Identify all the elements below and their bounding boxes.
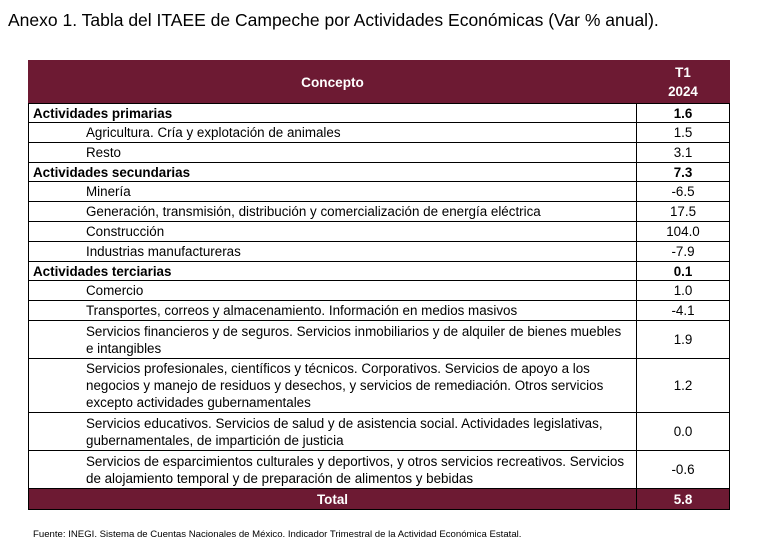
- table-row: [29, 262, 730, 281]
- table-header-row: [29, 61, 730, 104]
- row-label: Construcción: [29, 222, 637, 242]
- row-value: 3.1: [637, 143, 730, 163]
- table-row: [29, 104, 730, 123]
- table-row: [29, 182, 730, 202]
- page-title: Anexo 1. Tabla del ITAEE de Campeche por Actividades Económicas (Var % anual).: [8, 10, 659, 30]
- row-label: Servicios educativos. Servicios de salud y de asistencia social. Actividades legislativas, gubernamentales, de impartición de justicia: [29, 413, 637, 451]
- row-label: Servicios profesionales, científicos y técnicos. Corporativos. Servicios de apoyo a los negocios y manejo de residuos y desechos, y servicios de remediación. Otros servicios excepto actividades gubernamentales: [29, 359, 637, 413]
- header-concept: Concepto: [29, 61, 637, 104]
- row-value: -6.5: [637, 182, 730, 202]
- row-value: 1.5: [637, 123, 730, 143]
- row-value: 17.5: [637, 202, 730, 222]
- table-row: [29, 321, 730, 359]
- table-row: [29, 413, 730, 451]
- row-label: Agricultura. Cría y explotación de animales: [29, 123, 637, 143]
- row-label: Transportes, correos y almacenamiento. Información en medios masivos: [29, 301, 637, 321]
- row-value: 1.0: [637, 281, 730, 301]
- row-label: Actividades primarias: [29, 104, 637, 123]
- header-period: [637, 61, 730, 104]
- header-period-quarter: T1: [675, 65, 691, 80]
- total-label: Total: [29, 489, 637, 510]
- row-value: 104.0: [637, 222, 730, 242]
- row-label: Resto: [29, 143, 637, 163]
- row-label: Comercio: [29, 281, 637, 301]
- table-row: [29, 143, 730, 163]
- row-label: Actividades secundarias: [29, 163, 637, 182]
- row-value: 0.1: [637, 262, 730, 281]
- total-value: 5.8: [637, 489, 730, 510]
- row-value: 1.6: [637, 104, 730, 123]
- row-value: 1.9: [637, 321, 730, 359]
- total-row: [29, 489, 730, 510]
- row-label: Servicios financieros y de seguros. Servicios inmobiliarios y de alquiler de bienes muebles e intangibles: [29, 321, 637, 359]
- row-value: 7.3: [637, 163, 730, 182]
- table-row: [29, 242, 730, 262]
- table-row: [29, 301, 730, 321]
- table-row: [29, 202, 730, 222]
- row-label: Servicios de esparcimientos culturales y deportivos, y otros servicios recreativos. Servicios de alojamiento temporal y de preparación de alimentos y bebidas: [29, 451, 637, 489]
- table-row: [29, 163, 730, 182]
- table-row: [29, 359, 730, 413]
- row-value: -7.9: [637, 242, 730, 262]
- row-label: Actividades terciarias: [29, 262, 637, 281]
- table-row: [29, 281, 730, 301]
- row-value: 0.0: [637, 413, 730, 451]
- row-label: Generación, transmisión, distribución y comercialización de energía eléctrica: [29, 202, 637, 222]
- table-row: [29, 123, 730, 143]
- row-value: -0.6: [637, 451, 730, 489]
- row-value: 1.2: [637, 359, 730, 413]
- row-value: -4.1: [637, 301, 730, 321]
- source-note: Fuente: INEGI. Sistema de Cuentas Nacionales de México. Indicador Trimestral de la Actividad Económica Estatal.: [33, 529, 522, 540]
- header-period-year: 2024: [668, 84, 698, 99]
- row-label: Industrias manufactureras: [29, 242, 637, 262]
- table-row: [29, 451, 730, 489]
- itaee-table: [28, 60, 730, 510]
- table-row: [29, 222, 730, 242]
- row-label: Minería: [29, 182, 637, 202]
